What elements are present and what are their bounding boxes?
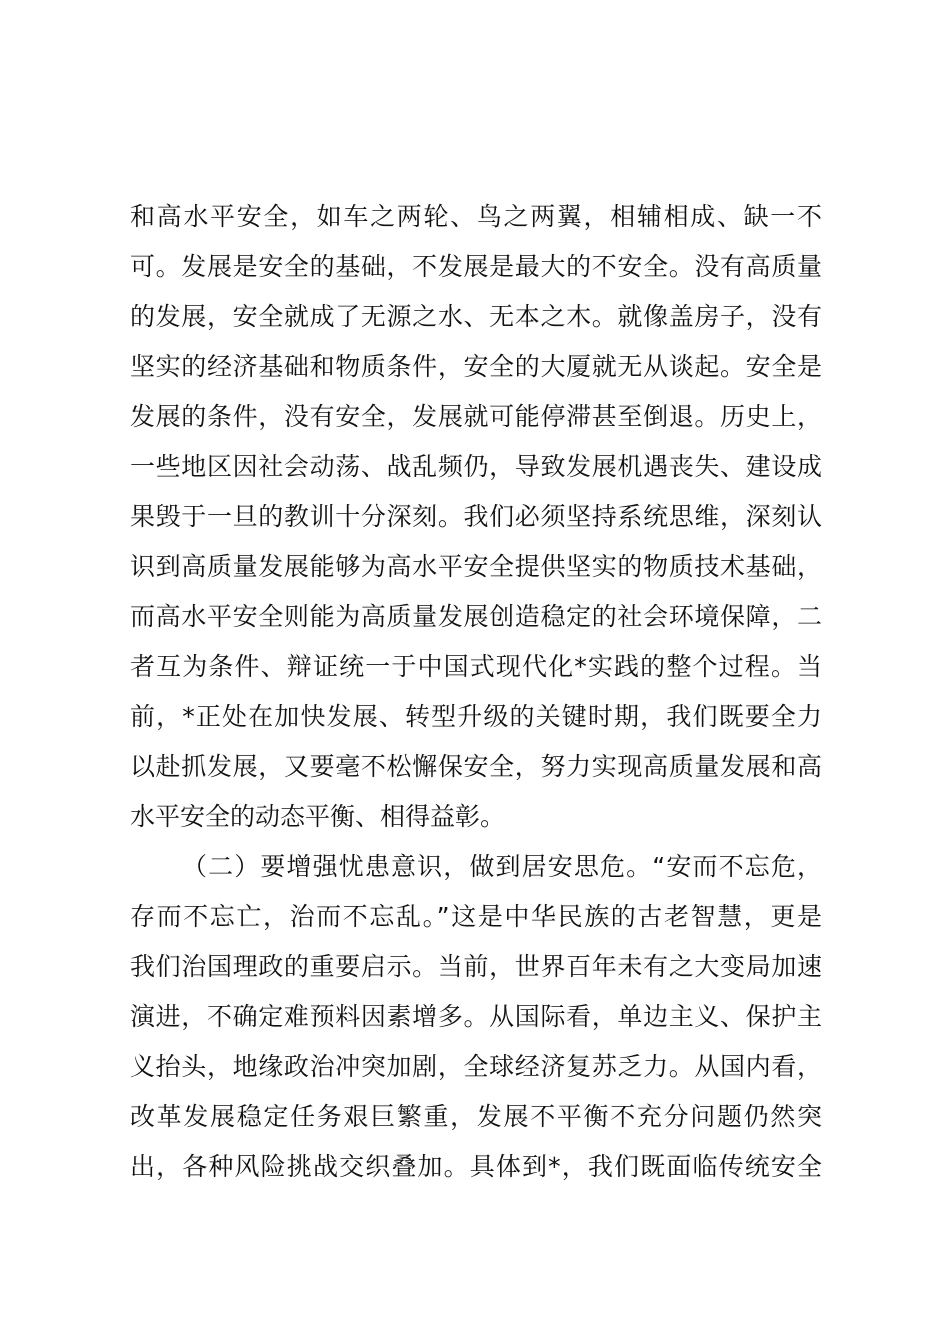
text-line: 而高水平安全则能为高质量发展创造稳定的社会环境保障，二 (130, 602, 822, 631)
paragraph-1 (130, 192, 822, 842)
text-line: 存而不忘亡，治而不忘乱。”这是中华民族的古老智慧，更是 (130, 902, 822, 931)
text-line: 前，*正处在加快发展、转型升级的关键时期，我们既要全力 (130, 702, 822, 731)
text-line: 和高水平安全，如车之两轮、鸟之两翼，相辅相成、缺一不 (130, 202, 822, 231)
text-line: 者互为条件、辩证统一于中国式现代化*实践的整个过程。当 (130, 652, 822, 681)
text-line: 水平安全的动态平衡、相得益彰。 (130, 802, 506, 831)
text-line: 发展的条件，没有安全，发展就可能停滞甚至倒退。历史上， (130, 402, 822, 431)
text-line: 义抬头，地缘政治冲突加剧，全球经济复苏乏力。从国内看， (130, 1052, 822, 1081)
text-line: 坚实的经济基础和物质条件，安全的大厦就无从谈起。安全是 (130, 352, 822, 381)
text-line: 一些地区因社会动荡、战乱频仍，导致发展机遇丧失、建设成 (130, 452, 822, 481)
text-line: 以赴抓发展，又要毫不松懈保安全，努力实现高质量发展和高 (130, 752, 822, 781)
paragraph-2 (130, 842, 822, 1192)
section-heading-line: （二）要增强忧患意识，做到居安思危。“安而不忘危， (182, 852, 822, 881)
text-line: 我们治国理政的重要启示。当前，世界百年未有之大变局加速 (130, 952, 822, 981)
text-line: 识到高质量发展能够为高水平安全提供坚实的物质技术基础， (130, 552, 822, 581)
document-page (130, 192, 822, 1192)
text-line: 可。发展是安全的基础，不发展是最大的不安全。没有高质量 (130, 252, 822, 281)
text-line: 果毁于一旦的教训十分深刻。我们必须坚持系统思维，深刻认 (130, 502, 822, 531)
text-line: 改革发展稳定任务艰巨繁重，发展不平衡不充分问题仍然突 (130, 1102, 822, 1131)
text-line: 演进，不确定难预料因素增多。从国际看，单边主义、保护主 (130, 1002, 822, 1031)
text-line: 出，各种风险挑战交织叠加。具体到*，我们既面临传统安全 (130, 1152, 822, 1181)
text-line: 的发展，安全就成了无源之水、无本之木。就像盖房子，没有 (130, 302, 822, 331)
